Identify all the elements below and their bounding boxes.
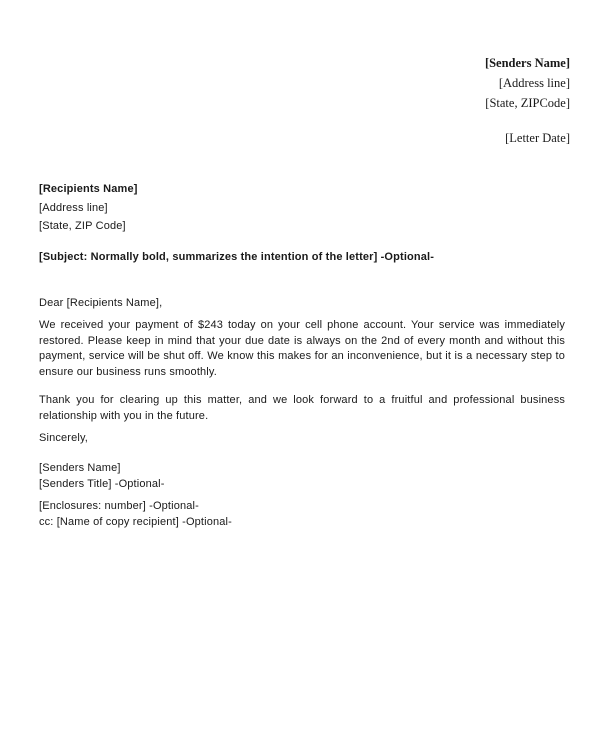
sender-name: [Senders Name] (484, 56, 570, 70)
recipient-address-block (39, 180, 565, 236)
subject-line: [Subject: Normally bold, summarizes the intention of the letter] -Optional- (39, 251, 435, 263)
closing: Sincerely, (39, 432, 88, 444)
body-paragraph-2: Thank you for clearing up this matter, and we look forward to a fruitful and professional business relationship with you in the future. (39, 394, 565, 422)
salutation: Dear [Recipients Name], (39, 297, 163, 309)
letter-date: [Letter Date] (505, 131, 570, 145)
signature-name: [Senders Name] (39, 462, 121, 474)
signature-block (39, 461, 565, 492)
sender-address-line: [Address line] (498, 76, 570, 90)
enclosures-line: [Enclosures: number] -Optional- (39, 500, 199, 512)
recipient-state-zip: [State, ZIP Code] (39, 220, 126, 232)
recipient-address-line: [Address line] (39, 201, 108, 214)
recipient-name: [Recipients Name] (39, 183, 138, 195)
body-paragraph-1: We received your payment of $243 today on your cell phone account. Your service was immediately restored. Please keep in mind that your due date is always on the 2nd of every month and without this payment, service will be shut off. We know this makes for an inconvenience, but it is a necessary step to ensure our business runs smoothly. (39, 319, 565, 378)
sender-address-block (485, 53, 570, 113)
enclosure-block (39, 499, 565, 530)
signature-title: [Senders Title] -Optional- (39, 477, 165, 490)
cc-line: cc: [Name of copy recipient] -Optional- (39, 515, 232, 528)
sender-state-zip: [State, ZIPCode] (485, 96, 570, 110)
